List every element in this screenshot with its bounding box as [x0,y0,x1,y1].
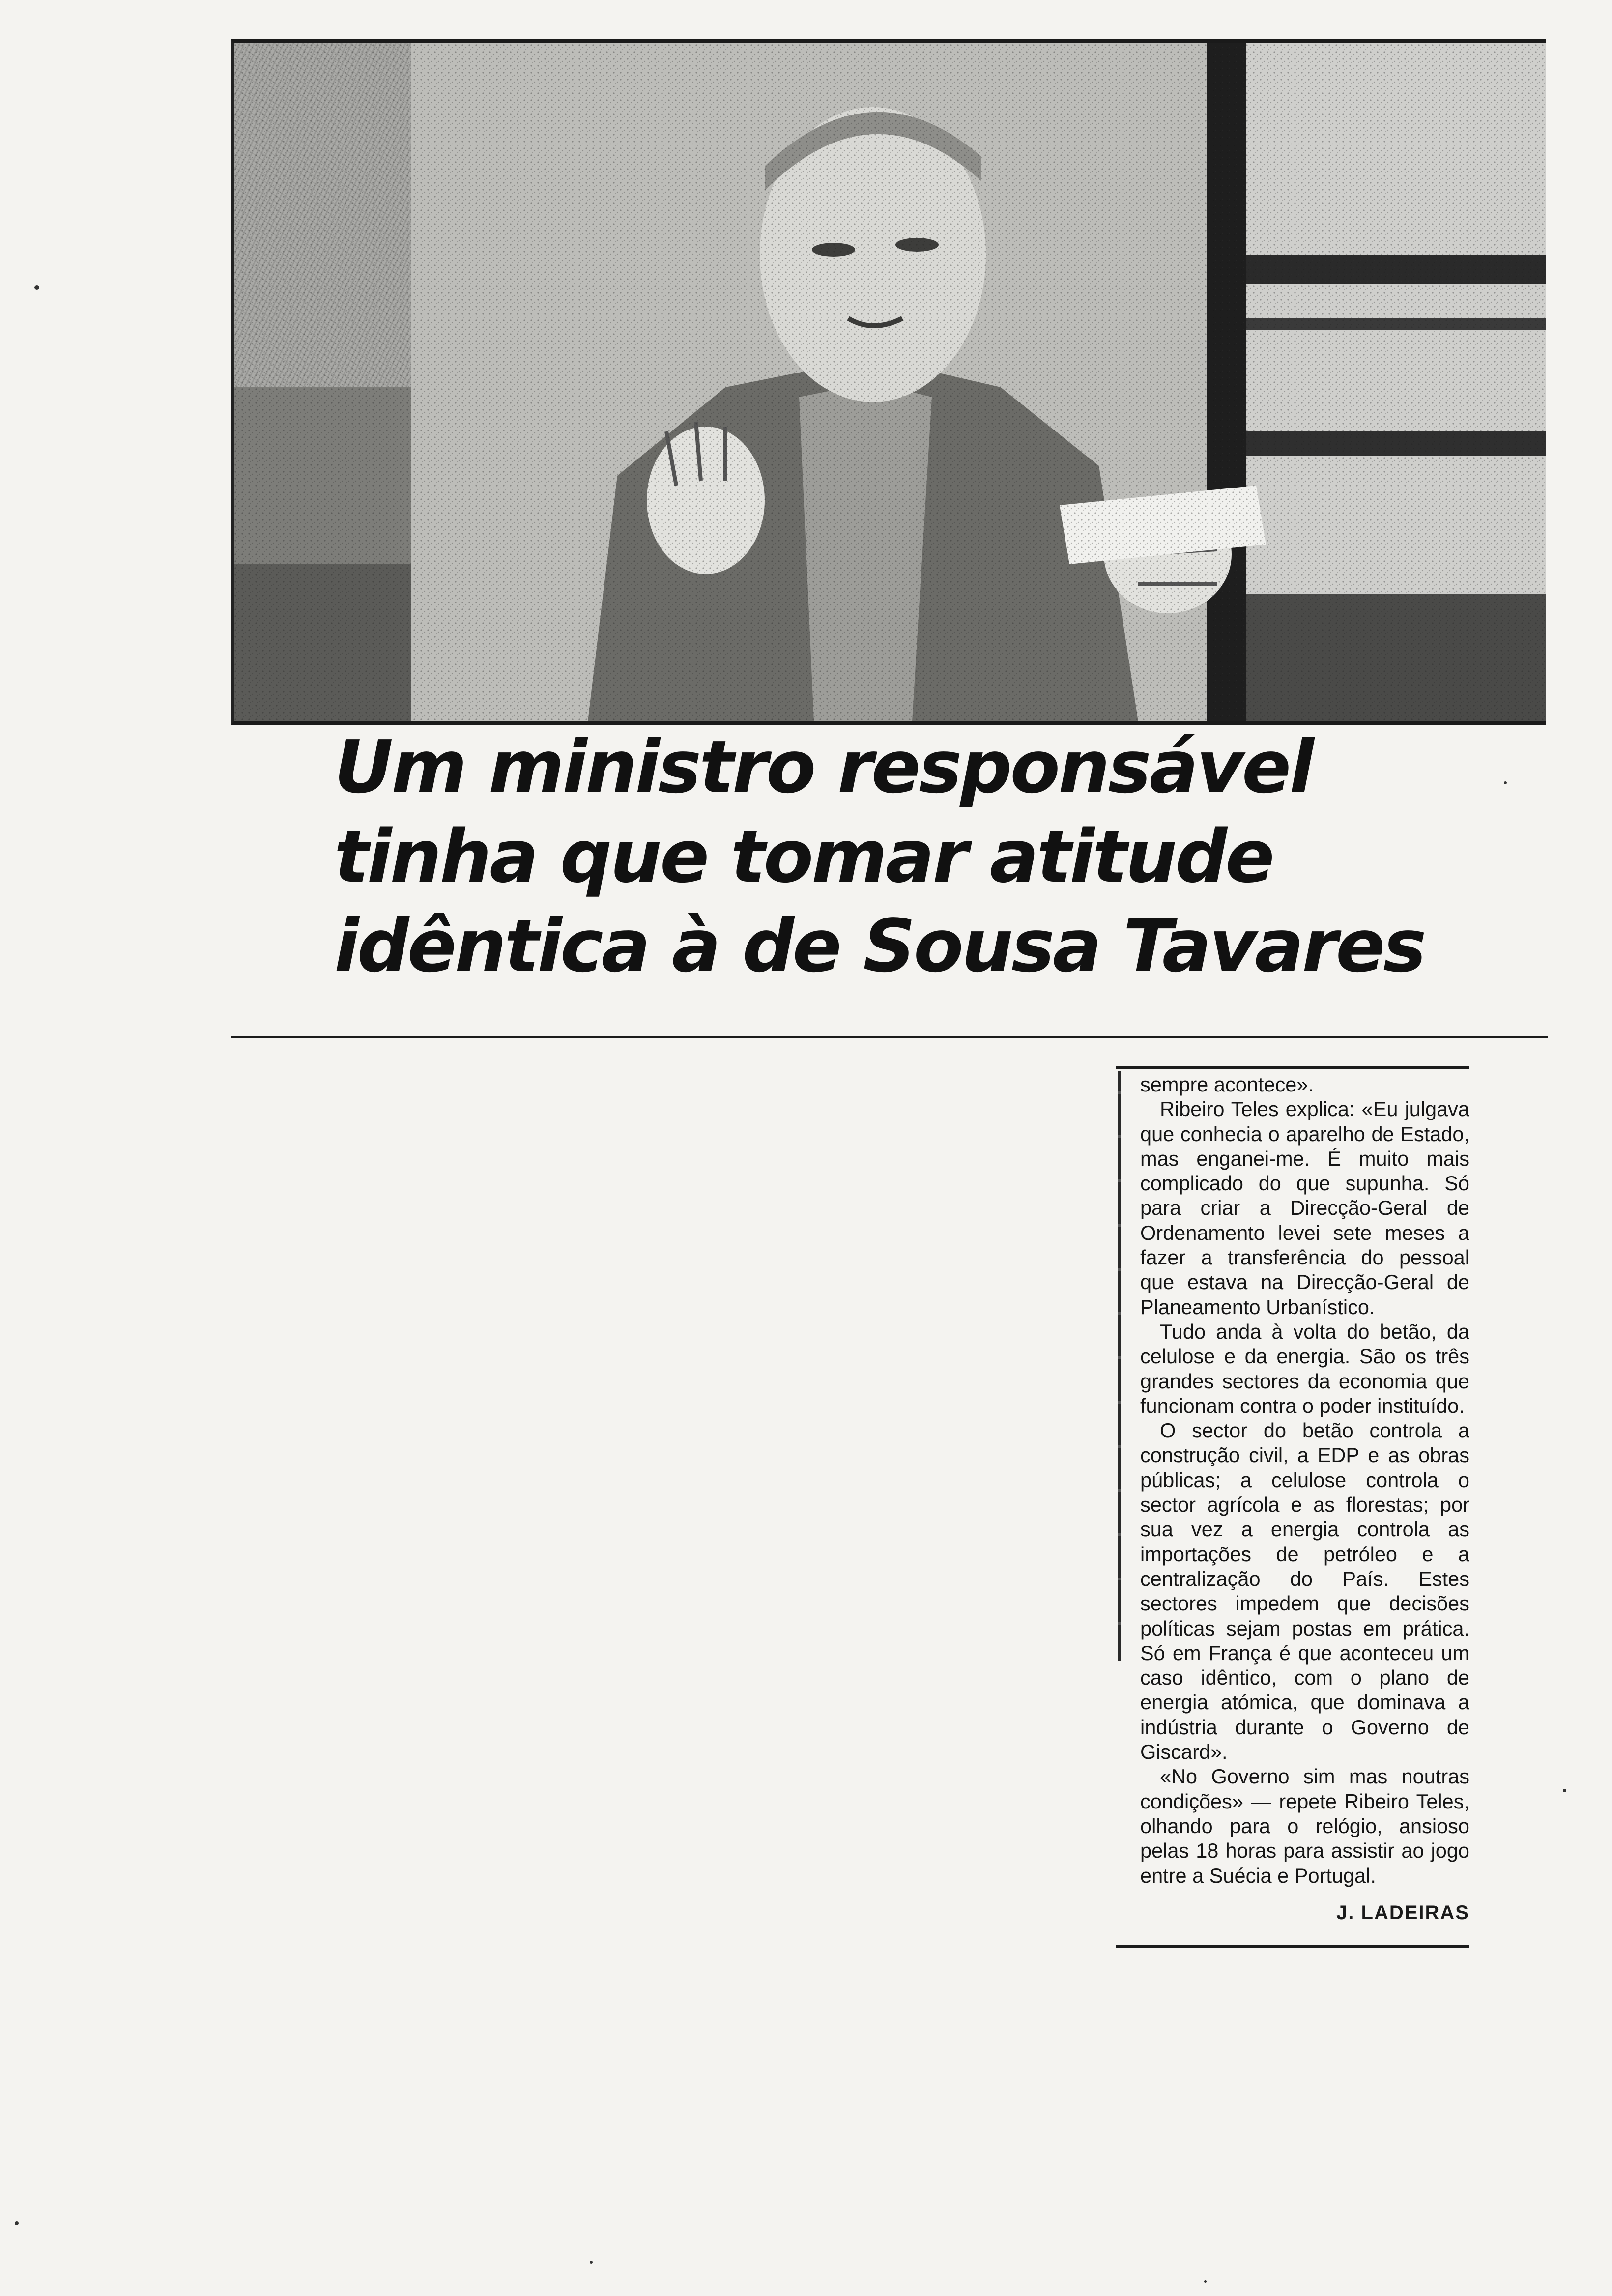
article-body [1140,1072,1469,1888]
headline-line-3: idêntica à de Sousa Tavares [334,904,1425,988]
column-top-divider [1116,1066,1469,1069]
headline-line-2: tinha que tomar atitude [334,814,1273,899]
photo-illustration [234,43,1546,721]
scan-speck [1504,781,1507,784]
headline [334,722,1543,991]
article-paragraph-2: Ribeiro Teles explica: «Eu julgava que conhecia o aparelho de Estado, mas enganei-me. É muito mais complicado do que supunha. Só para criar a Direcção-Geral de Ordenamento levei sete meses a fazer a transferência do pessoal que estava na Direcção-Geral de Planeamento Urbanístico. [1140,1097,1469,1319]
article-paragraph-1: sempre acontece». [1140,1073,1314,1096]
article-paragraph-5: «No Governo sim mas noutras condições» — repete Ribeiro Teles, olhando para o relógio, ansioso pelas 18 horas para assistir ao jogo entre a Suécia e Portugal. [1140,1765,1469,1887]
headline-divider [231,1036,1548,1038]
byline: J. LADEIRAS [1336,1902,1469,1923]
scan-speck [1563,1789,1566,1792]
column-left-border [1118,1071,1121,1661]
scan-speck [34,285,39,290]
article-paragraph-3: Tudo anda à volta do betão, da celulose e da energia. São os três grandes sectores da economia que funcionam contra o poder instituído. [1140,1320,1469,1417]
column-bottom-divider [1116,1945,1469,1948]
scan-speck [1204,2280,1207,2283]
scan-speck [590,2261,593,2264]
article-paragraph-4: O sector do betão controla a construção civil, a EDP e as obras públicas; a celulose controla o sector agrícola e as florestas; por sua vez a energia controla as importações de petróleo e a centralização do País. Estes sectores impedem que decisões políticas sejam postas em prática. Só em França é que aconteceu um caso idêntico, com o plano de energia atómica, que dominava a indústria durante o Governo de Giscard». [1140,1419,1469,1764]
article-photo [231,39,1546,725]
scan-speck [15,2221,19,2225]
headline-line-1: Um ministro responsável [334,725,1312,809]
